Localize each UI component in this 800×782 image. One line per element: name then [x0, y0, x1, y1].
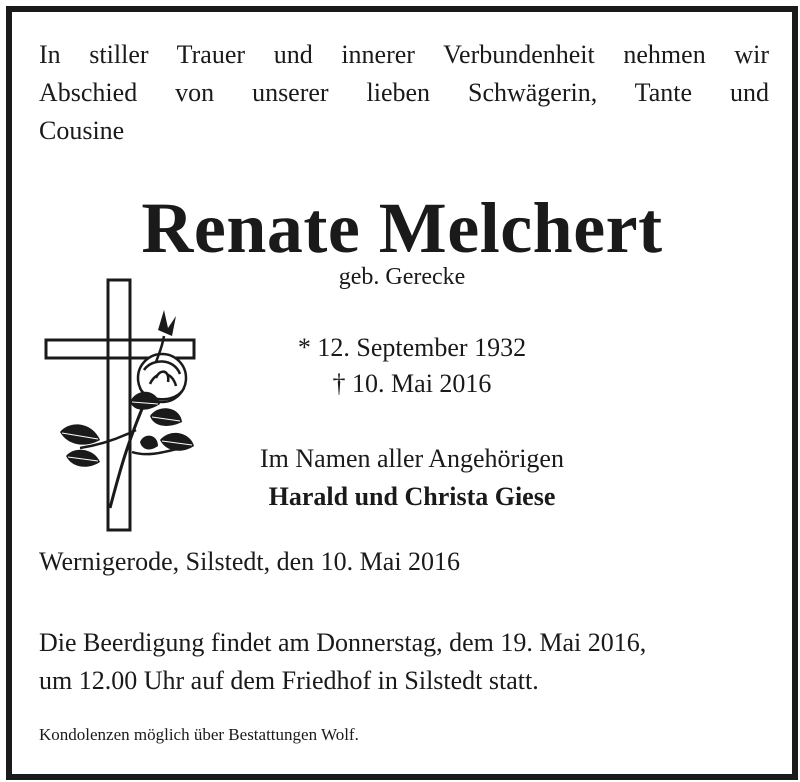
place-date: Wernigerode, Silstedt, den 10. Mai 2016 — [39, 547, 461, 576]
death-date: † 10. Mai 2016 — [332, 369, 492, 398]
intro-line-1: In stiller Trauer und innerer Verbundenheit nehmen wir — [39, 40, 769, 69]
intro-line-2: Abschied von unserer lieben Schwägerin, Tante und — [39, 78, 769, 107]
deceased-name: Renate Melchert — [141, 188, 663, 268]
birth-date: * 12. September 1932 — [297, 333, 527, 362]
maiden-name: geb. Gerecke — [338, 264, 466, 290]
intro-line-3: Cousine — [39, 116, 125, 145]
family-block — [12, 440, 792, 516]
obituary-notice — [6, 6, 798, 780]
condolence-note: Kondolenzen möglich über Bestattungen Wolf. — [39, 725, 359, 744]
family-names: Harald und Christa Giese — [268, 482, 556, 511]
family-intro: Im Namen aller Angehörigen — [260, 444, 564, 473]
intro-text — [39, 36, 769, 150]
funeral-info — [39, 624, 779, 700]
funeral-line-2: um 12.00 Uhr auf dem Friedhof in Silstedt statt. — [39, 666, 539, 695]
life-dates — [12, 330, 792, 402]
funeral-line-1: Die Beerdigung findet am Donnerstag, dem 19. Mai 2016, — [39, 628, 647, 657]
